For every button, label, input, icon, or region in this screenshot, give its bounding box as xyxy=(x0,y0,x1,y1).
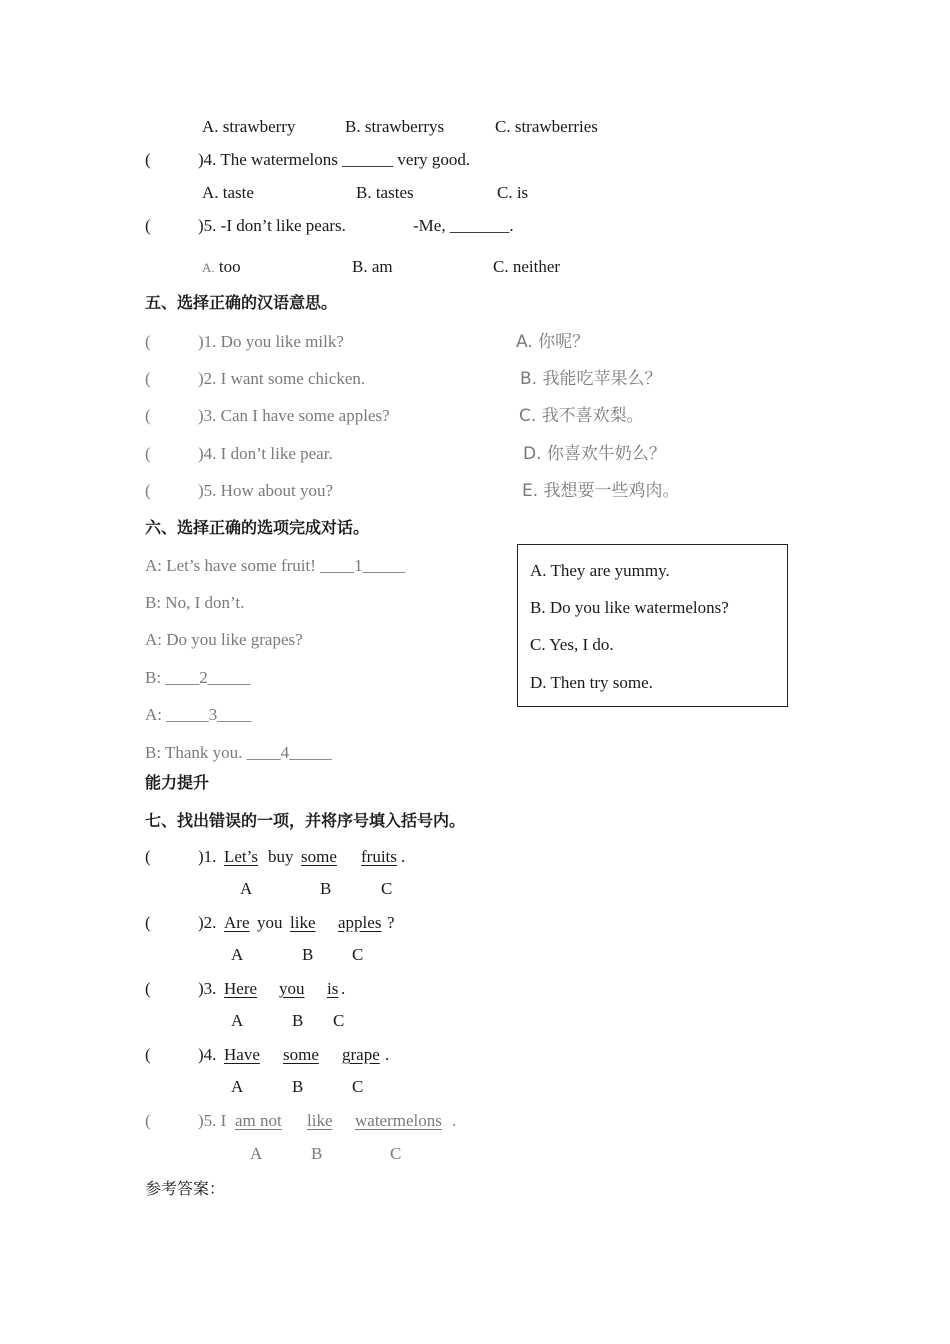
q5-tail: -Me, _______. xyxy=(413,216,514,235)
s7-q4-part-b: some xyxy=(283,1045,319,1064)
s7-q3-label-a: A xyxy=(231,1011,244,1030)
s7-q5-label-c: C xyxy=(390,1144,402,1163)
s5-option-d: D. 你喜欢牛奶么？ xyxy=(523,444,666,464)
s5-q2-paren: ( xyxy=(145,369,151,388)
s7-q3-part-b: you xyxy=(279,979,305,998)
s7-q2-word: you xyxy=(257,913,283,932)
dialogue-line-6: B: Thank you. ____4_____ xyxy=(145,743,332,762)
s7-q5-label-b: B xyxy=(311,1144,323,1163)
s7-q4-label-b: B xyxy=(292,1077,304,1096)
s5-q1-paren: ( xyxy=(145,332,151,351)
dialogue-line-1: A: Let’s have some fruit! ____1_____ xyxy=(145,556,406,575)
s5-option-a: A. 你呢？ xyxy=(516,332,590,352)
answers-label: 参考答案： xyxy=(145,1179,226,1198)
s7-q2-part-c: apples xyxy=(338,913,382,932)
s7-q4-part-c: grape xyxy=(342,1045,380,1064)
s7-q2-label-b: B xyxy=(302,945,314,964)
s7-q3-label-c: C xyxy=(333,1011,345,1030)
dialogue-line-2: B: No, I don’t. xyxy=(145,593,245,612)
s7-q2-label-c: C xyxy=(352,945,364,964)
s7-q2-paren: ( xyxy=(145,913,151,932)
s7-q2-num: )2. xyxy=(198,913,217,932)
s7-q2-end: ? xyxy=(387,913,395,932)
s5-q3-text: )3. Can I have some apples? xyxy=(198,406,390,425)
s7-q5-num: )5. I xyxy=(198,1111,227,1130)
s7-q2-label-a: A xyxy=(231,945,244,964)
dialogue-line-5: A: _____3____ xyxy=(145,705,252,724)
box-option-a: A. They are yummy. xyxy=(530,561,670,580)
s7-q5-part-c: watermelons xyxy=(355,1111,442,1130)
q5-option-a-text: too xyxy=(218,257,241,276)
section5-title: 五、选择正确的汉语意思。 xyxy=(145,293,338,312)
s5-q5-text: )5. How about you? xyxy=(198,481,334,500)
s5-option-e: E. 我想要一些鸡肉。 xyxy=(522,481,680,501)
s7-q3-paren: ( xyxy=(145,979,151,998)
s7-q4-label-c: C xyxy=(352,1077,364,1096)
s7-q5-part-a: am not xyxy=(235,1111,282,1130)
s7-q3-end: . xyxy=(341,979,346,998)
s7-q1-label-a: A xyxy=(240,879,253,898)
s7-q1-label-c: C xyxy=(381,879,393,898)
s7-q4-part-a: Have xyxy=(224,1045,260,1064)
s7-q4-paren: ( xyxy=(145,1045,151,1064)
s7-q3-part-c: is xyxy=(327,979,339,998)
q3-option-c: C. strawberries xyxy=(495,117,598,136)
s7-q2-part-b: like xyxy=(290,913,316,932)
s7-q1-label-b: B xyxy=(320,879,332,898)
s5-q2-text: )2. I want some chicken. xyxy=(198,369,366,388)
section6-title: 六、选择正确的选项完成对话。 xyxy=(145,518,370,537)
s7-q4-label-a: A xyxy=(231,1077,244,1096)
s7-q5-end: . xyxy=(452,1111,457,1130)
s7-q1-part-b: some xyxy=(301,847,337,866)
s5-q1-text: )1. Do you like milk? xyxy=(198,332,344,351)
section7-title: 七、找出错误的一项，并将序号填入括号内。 xyxy=(145,811,466,830)
s5-q4-text: )4. I don’t like pear. xyxy=(198,444,333,463)
dialogue-line-4: B: ____2_____ xyxy=(145,668,251,687)
s7-q5-part-b: like xyxy=(307,1111,333,1130)
s7-q4-end: . xyxy=(385,1045,390,1064)
q5-stem: )5. -I don’t like pears. xyxy=(198,216,346,235)
s5-option-c: C. 我不喜欢梨。 xyxy=(519,406,644,426)
q4-option-c: C. is xyxy=(497,183,529,202)
q4-paren: ( xyxy=(145,150,151,169)
box-option-d: D. Then try some. xyxy=(530,673,653,692)
s7-q1-num: )1. xyxy=(198,847,217,866)
dialogue-line-3: A: Do you like grapes? xyxy=(145,630,303,649)
q5-paren: ( xyxy=(145,216,151,235)
s7-q4-num: )4. xyxy=(198,1045,217,1064)
s7-q2-part-a: Are xyxy=(224,913,250,932)
q5-option-b: B. am xyxy=(352,257,393,276)
s5-q5-paren: ( xyxy=(145,481,151,500)
q4-stem: )4. The watermelons ______ very good. xyxy=(198,150,471,169)
q4-option-b: B. tastes xyxy=(356,183,414,202)
s5-option-b: B. 我能吃苹果么？ xyxy=(520,369,662,389)
q3-option-b: B. strawberrys xyxy=(345,117,445,136)
ability-heading: 能力提升 xyxy=(145,773,210,792)
s5-q4-paren: ( xyxy=(145,444,151,463)
q5-option-c: C. neither xyxy=(493,257,561,276)
s7-q1-part-a: Let’s xyxy=(224,847,258,866)
s7-q5-paren: ( xyxy=(145,1111,151,1130)
s7-q3-part-a: Here xyxy=(224,979,258,998)
q3-option-a: A. strawberry xyxy=(202,117,296,136)
q5-option-a-letter: A. xyxy=(202,260,215,275)
s7-q5-label-a: A xyxy=(250,1144,263,1163)
s7-q1-paren: ( xyxy=(145,847,151,866)
box-option-c: C. Yes, I do. xyxy=(530,635,614,654)
box-option-b: B. Do you like watermelons? xyxy=(530,598,729,617)
s7-q1-word: buy xyxy=(268,847,294,866)
s7-q1-part-c: fruits xyxy=(361,847,397,866)
s7-q3-num: )3. xyxy=(198,979,217,998)
q4-option-a: A. taste xyxy=(202,183,254,202)
s5-q3-paren: ( xyxy=(145,406,151,425)
s7-q1-end: . xyxy=(401,847,406,866)
s7-q3-label-b: B xyxy=(292,1011,304,1030)
